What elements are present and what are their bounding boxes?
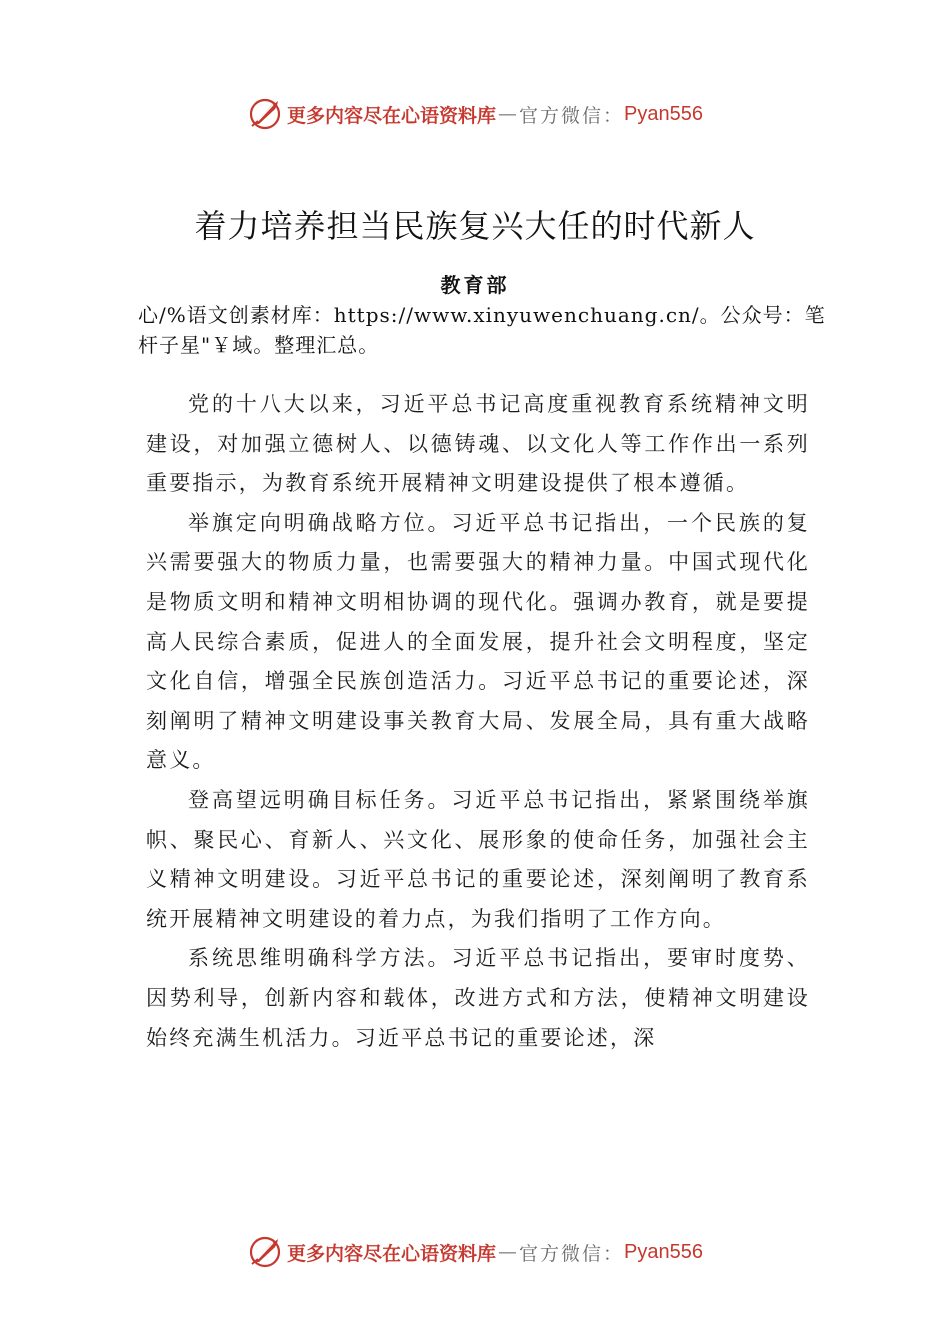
banner-main-text: 更多内容尽在心语资料库 bbox=[287, 1242, 497, 1265]
body-paragraph: 登高望远明确目标任务。习近平总书记指出，紧紧围绕举旗帜、聚民心、育新人、兴文化、展形象的使命任务，加强社会主义精神文明建设。习近平总书记的重要论述，深刻阐明了教育系统开展精神文明建设的着力点，为我们指明了工作方向。 bbox=[146, 787, 810, 931]
quill-pen-logo-icon bbox=[247, 1234, 283, 1270]
banner-main-text: 更多内容尽在心语资料库 bbox=[287, 104, 497, 127]
body-paragraph: 系统思维明确科学方法。习近平总书记指出，要审时度势、因势利导，创新内容和载体，改进方式和方法，使精神文明建设始终充满生机活力。习近平总书记的重要论述，深 bbox=[146, 946, 810, 1050]
document-author: 教育部 bbox=[440, 273, 510, 297]
document-body bbox=[146, 385, 810, 1058]
banner-wechat-id: Pyan556 bbox=[624, 1240, 703, 1263]
banner-wechat-id: Pyan556 bbox=[624, 102, 703, 125]
header-watermark-banner bbox=[0, 92, 950, 136]
body-paragraph: 党的十八大以来，习近平总书记高度重视教育系统精神文明建设，对加强立德树人、以德铸魂、以文化人等工作作出一系列重要指示，为教育系统开展精神文明建设提供了根本遵循。 bbox=[146, 392, 810, 496]
banner-wechat-label: 官方微信： bbox=[519, 1242, 625, 1265]
quill-pen-logo-icon bbox=[247, 96, 283, 132]
source-note: 心/%语文创素材库：https://www.xinyuwenchuang.cn/。公众号：笔杆子星"￥域。整理汇总。 bbox=[138, 303, 826, 357]
banner-dash: — bbox=[498, 1241, 518, 1263]
banner-dash: — bbox=[498, 103, 518, 125]
banner-wechat-label: 官方微信： bbox=[519, 104, 625, 127]
body-paragraph: 举旗定向明确战略方位。习近平总书记指出，一个民族的复兴需要强大的物质力量，也需要强大的精神力量。中国式现代化是物质文明和精神文明相协调的现代化。强调办教育，就是要提高人民综合素质，促进人的全面发展，提升社会文明程度，坚定文化自信，增强全民族创造活力。习近平总书记的重要论述，深刻阐明了精神文明建设事关教育大局、发展全局，具有重大战略意义。 bbox=[146, 510, 810, 773]
footer-watermark-banner bbox=[0, 1230, 950, 1274]
document-title: 着力培养担当民族复兴大任的时代新人 bbox=[194, 207, 756, 245]
